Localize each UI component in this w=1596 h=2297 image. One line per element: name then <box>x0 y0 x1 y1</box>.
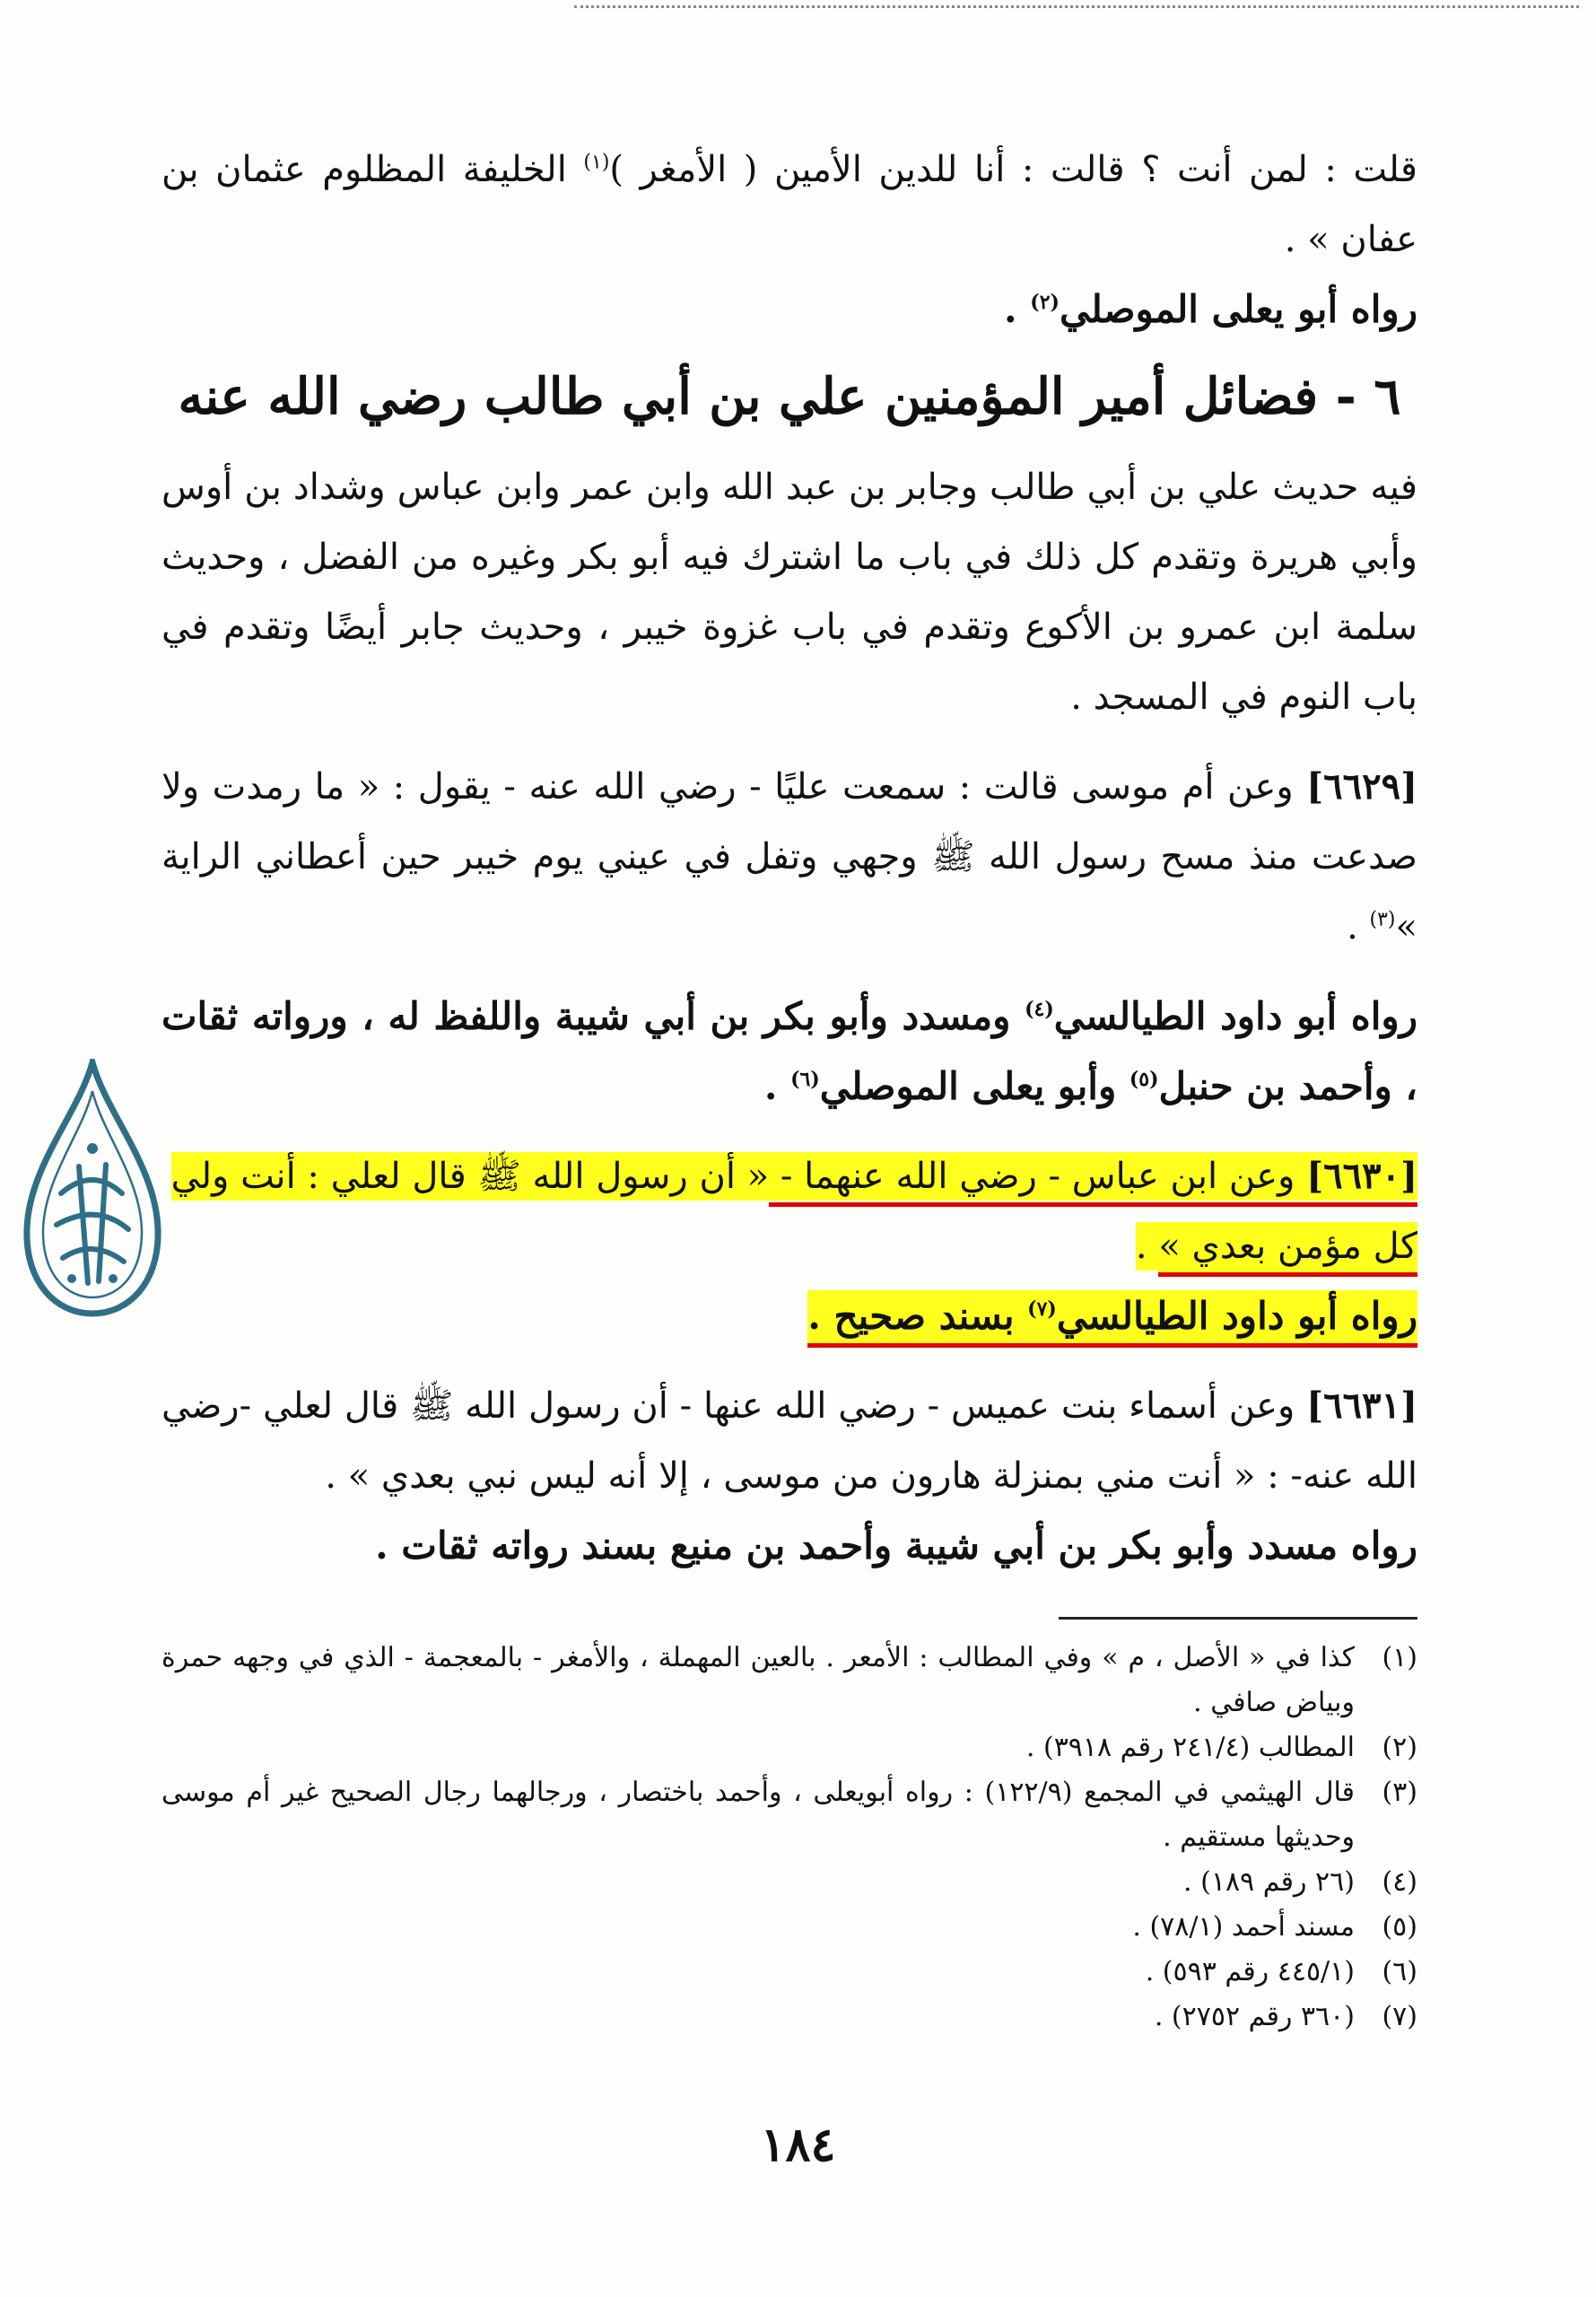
hadith-text: وعن أم موسى قالت : سمعت عليًا - رضي الله عنه - يقول : « ما رمدت ولا صدعت منذ مسح رسول الله ﷺ وجهي وتفل في عيني يوم خيبر حين أعطاني الراية » <box>161 766 1417 948</box>
hadith-text: « أن رسول الله ﷺ قال لعلي : أنت ولي <box>170 1156 770 1197</box>
section-title: ٦ - فضائل أمير المؤمنين علي بن أبي طالب رضي الله عنه <box>178 367 1401 426</box>
footnote: (٦) (٤٤٥/١ رقم ٥٩٣) . <box>1145 1956 1417 1987</box>
riwaya-text: رواه أبو داود الطيالسي <box>1053 994 1418 1038</box>
footnote-ref-6[interactable]: (٦) <box>790 1068 820 1091</box>
footnote-ref-2[interactable]: (٢) <box>1030 291 1060 314</box>
riwaya-text: رواه أبو داود الطيالسي <box>1056 1294 1417 1338</box>
footnote: (٣) قال الهيثمي في المجمع (١٢٢/٩) : رواه أبويعلى ، وأحمد باختصار ، ورجالهما رجال الصحيح غير أم موسى وحديثها مستقيم . <box>161 1777 1417 1853</box>
underlined-text <box>769 1156 1417 1207</box>
footnote: (٥) مسند أحمد (٧٨/١) . <box>1132 1911 1417 1943</box>
hadith-number: [٦٦٣٠] <box>1306 1155 1417 1197</box>
riwaya-text-end: . <box>763 1064 791 1108</box>
riwaya-6629 <box>161 982 1417 1122</box>
riwaya-text-end: . <box>1004 287 1031 331</box>
hadith-end: . <box>1136 1222 1158 1271</box>
footnote: (٧) (٣٦٠ رقم ٢٧٥٢) . <box>1154 2001 1417 2032</box>
underlined-highlighted-text <box>807 1290 1417 1348</box>
footnote-ref-7[interactable]: (٧) <box>1027 1297 1057 1321</box>
page-body <box>161 135 1417 2039</box>
opening-text: قلت : لمن أنت ؟ قالت : أنا للدين الأمين ( الأمغر ) <box>609 149 1417 190</box>
hadith-number: [٦٦٢٩] <box>1306 765 1417 808</box>
opening-line <box>161 135 1417 275</box>
hadith-end: . <box>1347 906 1370 948</box>
footnote: (٢) المطالب (٢٤١/٤ رقم ٣٩١٨) . <box>1025 1732 1417 1763</box>
riwaya-text: رواه أبو يعلى الموصلي <box>1059 287 1417 331</box>
riwaya-6631: رواه مسدد وأبو بكر بن أبي شيبة وأحمد بن منيع بسند رواته ثقات . <box>375 1524 1417 1568</box>
highlighted-text <box>171 1152 1417 1201</box>
footnote-ref-3[interactable]: (٣) <box>1369 908 1396 931</box>
hadith-text: وعن أسماء بنت عميس - رضي الله عنها - أن رسول الله ﷺ قال لعلي -رضي الله عنه- : « أنت مني بمنزلة هارون من موسى ، إلا أنه ليس نبي بعدي » . <box>161 1385 1417 1497</box>
footnote-separator <box>1059 1617 1417 1620</box>
footnote-ref-1[interactable]: (١) <box>583 151 610 174</box>
hadith-number: [٦٦٣١] <box>1306 1384 1417 1427</box>
intro-paragraph: فيه حديث علي بن أبي طالب وجابر بن عبد الله وابن عمر وابن عباس وشداد بن أوس وأبي هريرة وتقدم كل ذلك في باب ما اشترك فيه أبو بكر وغيره من الفضل ، وحديث سلمة ابن عمرو بن الأكوع وتقدم في باب غزوة خيبر ، وحديث جابر أيضًا وتقدم في باب النوم في المسجد . <box>161 467 1417 718</box>
top-dotted-rule <box>574 5 1579 8</box>
riwaya-text: وأبو يعلى الموصلي <box>819 1064 1129 1108</box>
hadith-6631 <box>161 1371 1417 1511</box>
page-number: ١٨٤ <box>760 2118 836 2172</box>
hadith-6629 <box>161 752 1417 962</box>
opening-text-end: الخليفة المظلوم عثمان بن عفان » . <box>161 149 1417 260</box>
hadith-6630 <box>161 1141 1417 1281</box>
footnote-ref-5[interactable]: (٥) <box>1129 1068 1159 1091</box>
footnote-ref-4[interactable]: (٤) <box>1025 998 1054 1021</box>
riwaya-6630 <box>161 1281 1417 1351</box>
footnote: (٤) (٢٦ رقم ١٨٩) . <box>1183 1866 1417 1898</box>
footnote: (١) كذا في « الأصل ، م » وفي المطالب : الأمعر . بالعين المهملة ، والأمغر - بالمعجمة - الذي في وجهه حمرة وبياض صافي . <box>161 1642 1417 1718</box>
riwaya-text-end: بسند صحيح . <box>807 1294 1028 1338</box>
underlined-highlighted-text: كل مؤمن بعدي » <box>1158 1222 1417 1277</box>
riwaya-line-1 <box>161 275 1417 345</box>
calligraphy-seal-logo <box>16 1059 169 1319</box>
footnotes <box>161 1636 1417 2039</box>
hadith-text: وعن ابن عباس - رضي الله عنهما - <box>769 1156 1307 1197</box>
riwaya-text: ومسدد وأبو بكر بن أبي شيبة واللفظ له ، ورواته ثقات ، وأحمد بن حنبل <box>161 994 1417 1108</box>
